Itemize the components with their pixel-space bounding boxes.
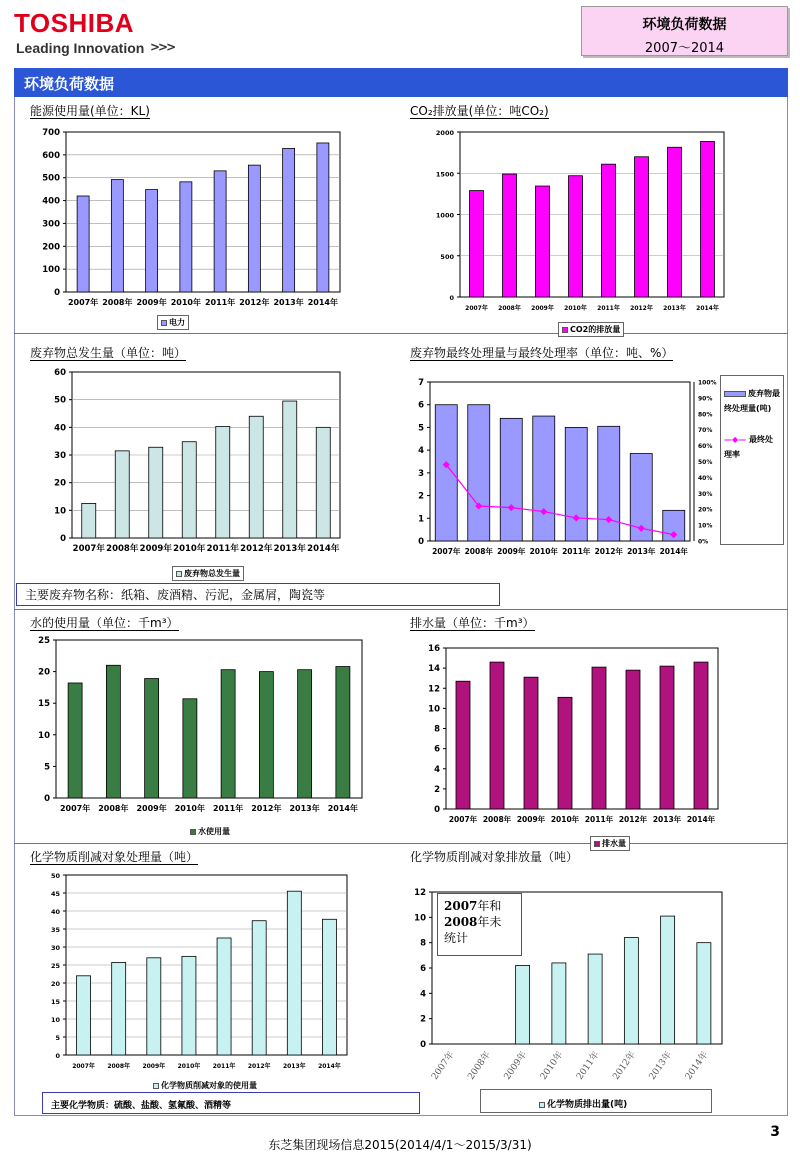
drainage-legend (590, 836, 630, 851)
legend-swatch (161, 320, 167, 326)
energy-xtick-label: 2009年 (136, 298, 167, 307)
chem_treated-ytick-label: 0 (55, 1052, 60, 1060)
waste_final-ytick-label: 0 (418, 537, 424, 547)
drainage-bar (626, 670, 640, 809)
waste_total-xtick-label: 2013年 (273, 544, 306, 554)
legend-swatch (176, 571, 182, 577)
drainage-ytick-label: 4 (434, 764, 440, 775)
chem_discharge-ytick-label: 8 (420, 938, 426, 949)
chem_treated-bar (287, 891, 301, 1055)
chem_treated-ytick-label: 25 (50, 962, 60, 970)
co2-ytick-label: 1000 (435, 211, 454, 220)
energy-xtick-label: 2011年 (204, 298, 236, 307)
waste-final-legend-line (724, 432, 780, 462)
water_use-ytick-label: 10 (38, 730, 50, 741)
water_use-xtick-label: 2009年 (136, 804, 167, 813)
waste-final-chart-title: 废弃物最终处理量与最终处理率（单位：吨、%） (410, 346, 674, 360)
water_use-bar (106, 665, 120, 798)
chem_discharge-xtick-label: 2013年 (647, 1049, 675, 1082)
waste-final-legend-bar (724, 386, 780, 416)
drainage-bar (524, 677, 538, 809)
chem-treated-legend (150, 1079, 260, 1092)
title-box-title: 环境负荷数据 (642, 17, 727, 33)
waste_total-xtick-label: 2014年 (307, 544, 340, 554)
waste-final-y2tick-label: 30% (698, 490, 713, 498)
chem_treated-xtick-label: 2011年 (212, 1063, 236, 1070)
energy-xtick-label: 2010年 (170, 298, 202, 307)
chem_treated-xtick-label: 2012年 (247, 1063, 271, 1070)
co2-xtick-label: 2011年 (597, 305, 620, 312)
waste_final-ytick-label: 6 (418, 400, 424, 411)
drainage-bar (592, 667, 606, 809)
energy-bar (214, 171, 226, 292)
chem_discharge-xtick-label: 2009年 (502, 1049, 530, 1082)
energy-ytick-label: 200 (42, 242, 60, 253)
chem_treated-ytick-label: 5 (55, 1034, 60, 1042)
chem-treated-legend-label: 化学物质削减对象的使用量 (161, 1081, 257, 1090)
drainage-ytick-label: 6 (434, 744, 440, 755)
chem_discharge-ytick-label: 4 (420, 989, 426, 1000)
water_use-xtick-label: 2013年 (289, 804, 320, 813)
energy-ytick-label: 700 (42, 128, 60, 138)
logo-arrows: >>> (150, 40, 175, 54)
water_use-xtick-label: 2012年 (251, 804, 282, 813)
chem_treated-bar (112, 962, 126, 1055)
chem_discharge-bar (552, 963, 566, 1044)
waste_total-xtick-label: 2011年 (206, 544, 239, 554)
waste-total-chart-title: 废弃物总发生量（单位：吨） (30, 346, 187, 360)
chem_discharge-bar (588, 954, 602, 1044)
energy-bar (180, 182, 192, 292)
energy-ytick-label: 400 (42, 196, 60, 207)
water_use-ytick-label: 5 (44, 762, 50, 773)
energy-legend-label: 电力 (169, 318, 185, 327)
waste-final-legend-bar-label: 废弃物最终处理量(吨) (724, 389, 780, 413)
waste_total-ytick-label: 0 (60, 534, 66, 544)
note-last: 统计 (444, 931, 469, 945)
water_use-xtick-label: 2007年 (59, 804, 91, 813)
chem_discharge-ytick-label: 10 (414, 913, 426, 924)
waste-final-y2tick-label: 50% (698, 459, 713, 466)
waste-final-legend-line-label: 最终处理率 (724, 435, 773, 459)
waste_final-xtick-label: 2007年 (432, 547, 461, 556)
water_use-ytick-label: 25 (38, 636, 50, 646)
waste_final-xtick-label: 2010年 (529, 547, 558, 556)
co2-bar (569, 176, 583, 297)
waste_final-bar (533, 416, 555, 541)
waste_total-bar (115, 451, 129, 538)
waste-final-y2tick-label: 40% (698, 474, 713, 482)
energy-xtick-label: 2014年 (307, 298, 339, 307)
drainage-xtick-label: 2012年 (618, 815, 648, 824)
chem_treated-xtick-label: 2009年 (142, 1063, 166, 1070)
chem-discharge-legend (480, 1089, 712, 1113)
chem_treated-ytick-label: 15 (50, 998, 60, 1006)
waste-total-legend (172, 566, 244, 581)
chem_discharge-ytick-label: 12 (414, 888, 426, 898)
legend-swatch (190, 829, 196, 835)
chem_discharge-xtick-label: 2011年 (575, 1049, 602, 1082)
waste_final-xtick-label: 2011年 (562, 547, 591, 556)
waste_total-xtick-label: 2007年 (72, 544, 105, 554)
co2-bar (668, 147, 682, 297)
drainage-ytick-label: 12 (428, 684, 440, 695)
co2-bar (602, 164, 616, 297)
waste_final-ytick-label: 4 (418, 446, 424, 457)
water_use-bar (298, 670, 312, 798)
water_use-bar (68, 683, 82, 798)
chem_treated-bar (77, 976, 91, 1055)
chem_treated-xtick-label: 2008年 (107, 1063, 131, 1070)
chem-discharge-note (437, 893, 522, 956)
co2-xtick-label: 2010年 (564, 305, 587, 312)
chem_treated-ytick-label: 40 (50, 908, 60, 916)
waste_total-bar (216, 427, 230, 538)
waste-final-y2tick-label: 60% (698, 443, 713, 451)
water_use-xtick-label: 2011年 (212, 804, 244, 813)
section-banner: 环境负荷数据 (14, 68, 788, 97)
energy-ytick-label: 500 (42, 173, 60, 184)
chem_discharge-xtick-label: 2010年 (538, 1049, 566, 1082)
energy-bar (317, 143, 329, 292)
co2-xtick-label: 2014年 (696, 305, 719, 312)
co2-xtick-label: 2007年 (465, 305, 488, 312)
co2-ytick-label: 2000 (435, 129, 454, 137)
chem_discharge-xtick-label: 2012年 (611, 1049, 638, 1082)
co2-ytick-label: 1500 (435, 170, 454, 179)
energy-xtick-label: 2008年 (102, 298, 133, 307)
legend-swatch (724, 391, 746, 397)
co2-xtick-label: 2012年 (630, 305, 653, 312)
drainage-ytick-label: 2 (434, 784, 440, 795)
energy-xtick-label: 2013年 (273, 298, 304, 307)
waste-final-y2tick-label: 10% (698, 522, 713, 530)
chem_treated-bar (182, 956, 196, 1055)
waste_final-ytick-label: 2 (418, 491, 424, 502)
waste-final-y2tick-label: 90% (698, 395, 713, 403)
drainage-xtick-label: 2014年 (686, 815, 716, 824)
waste_final-xtick-label: 2012年 (594, 547, 623, 556)
drainage-bar (490, 662, 504, 809)
waste_total-ytick-label: 20 (54, 478, 66, 489)
water_use-xtick-label: 2008年 (98, 804, 129, 813)
water_use-bar (183, 699, 197, 798)
chem_treated-xtick-label: 2013年 (282, 1063, 306, 1070)
note-end: 年未 (477, 915, 502, 929)
energy-ytick-label: 100 (42, 265, 60, 276)
waste_final-bar (435, 405, 457, 541)
chem-discharge-legend-label: 化学物质排出量(吨) (547, 1100, 628, 1110)
waste_total-bar (283, 401, 297, 538)
chem_treated-xtick-label: 2010年 (177, 1063, 201, 1070)
waste_total-xtick-label: 2008年 (106, 544, 139, 554)
legend-line-swatch: —◆— (724, 435, 747, 444)
chem_discharge-ytick-label: 6 (420, 964, 426, 974)
energy-ytick-label: 300 (42, 219, 60, 230)
waste-names-note: 主要废弃物名称：纸箱、废酒精、污泥，金属屑，陶瓷等 (16, 583, 500, 606)
waste_total-bar (149, 447, 163, 538)
drainage-chart-title: 排水量（单位：千m³） (410, 616, 535, 630)
co2-ytick-label: 500 (440, 252, 454, 261)
waste_total-bar (182, 442, 196, 538)
footer-text: 东芝集团现场信息2015(2014/4/1～2015/3/31) (268, 1138, 532, 1152)
co2-xtick-label: 2009年 (531, 305, 554, 312)
chem_discharge-xtick-label: 2008年 (466, 1049, 493, 1082)
waste_total-xtick-label: 2012年 (240, 544, 273, 554)
energy-bar (77, 196, 89, 292)
chemicals-note: 主要化学物质：硫酸、盐酸、氢氟酸、酒精等 (42, 1092, 420, 1114)
waste_final-ytick-label: 1 (418, 514, 424, 525)
title-box-range: 2007～2014 (644, 41, 725, 56)
water_use-bar (336, 667, 350, 798)
waste_final-bar (500, 418, 522, 541)
co2-legend-label: CO2的排放量 (570, 325, 621, 334)
chem_treated-ytick-label: 30 (50, 944, 60, 952)
waste_total-ytick-label: 60 (54, 368, 66, 378)
drainage-ytick-label: 10 (428, 704, 440, 715)
energy-plot-area (66, 132, 340, 292)
drainage-xtick-label: 2011年 (584, 815, 614, 824)
waste_final-bar (565, 427, 587, 541)
water_use-bar (221, 670, 235, 798)
chem_treated-bar (252, 921, 266, 1055)
co2-bar (635, 157, 649, 297)
legend-swatch (562, 327, 568, 333)
waste_total-ytick-label: 50 (54, 395, 66, 406)
chem_treated-xtick-label: 2007年 (72, 1063, 95, 1070)
note-year-2008: 2008 (444, 915, 478, 929)
water_use-plot-area (56, 640, 362, 798)
waste_total-ytick-label: 10 (54, 506, 66, 517)
waste_final-ytick-label: 3 (418, 468, 424, 479)
toshiba-logo: TOSHIBA (14, 8, 135, 38)
co2-chart-title: CO₂排放量(单位：吨CO₂) (410, 104, 549, 118)
chem_treated-bar (322, 919, 336, 1055)
chem_discharge-bar (516, 965, 530, 1044)
waste-total-legend-label: 废弃物总发生量 (184, 569, 240, 578)
waste_final-xtick-label: 2008年 (464, 547, 493, 556)
chem_treated-ytick-label: 35 (50, 926, 60, 934)
chem_treated-ytick-label: 20 (50, 980, 60, 988)
water_use-ytick-label: 20 (38, 667, 50, 678)
waste_total-bar (316, 427, 330, 538)
waste_final-ytick-label: 5 (418, 423, 424, 434)
chem-treated-chart-title: 化学物质削减对象处理量（吨） (30, 850, 199, 864)
energy-chart-title: 能源使用量(单位：KL) (30, 104, 150, 118)
drainage-xtick-label: 2008年 (482, 815, 512, 824)
drainage-bar (694, 662, 708, 809)
chem_discharge-bar (697, 943, 711, 1044)
drainage-xtick-label: 2010年 (550, 815, 580, 824)
energy-legend (157, 315, 189, 330)
waste-final-y2tick-label: 20% (698, 506, 713, 514)
drainage-xtick-label: 2013年 (652, 815, 682, 824)
chem_discharge-ytick-label: 2 (420, 1014, 426, 1025)
drainage-legend-label: 排水量 (602, 839, 626, 848)
page-number: 3 (770, 1124, 780, 1140)
chem_discharge-bar (661, 916, 675, 1044)
drainage-ytick-label: 16 (428, 644, 440, 654)
water-use-chart-title: 水的使用量（单位：千m³） (30, 616, 179, 630)
waste_final-xtick-label: 2009年 (497, 547, 526, 556)
legend-swatch (594, 841, 600, 847)
note-mid: 年和 (477, 899, 502, 913)
chem_treated-ytick-label: 50 (50, 872, 60, 880)
water-use-legend-label: 水使用量 (198, 827, 230, 836)
waste_total-xtick-label: 2010年 (173, 544, 206, 554)
waste_final-ytick-label: 7 (418, 378, 424, 388)
waste_total-bar (82, 503, 96, 538)
chem_discharge-xtick-label: 2007年 (430, 1049, 457, 1082)
energy-bar (146, 190, 158, 292)
co2-xtick-label: 2008年 (498, 305, 521, 312)
chem_discharge-bar (624, 938, 638, 1044)
drainage-bar (558, 697, 572, 809)
energy-bar (248, 165, 260, 292)
note-year-2007: 2007 (444, 899, 478, 913)
chem_discharge-xtick-label: 2014年 (683, 1049, 711, 1082)
waste-final-y2tick-label: 0% (698, 538, 709, 546)
co2-bar (536, 186, 550, 297)
energy-bar (283, 148, 295, 292)
water-use-legend (187, 825, 233, 838)
waste-final-legend (720, 375, 784, 545)
water_use-ytick-label: 0 (44, 794, 50, 804)
water_use-xtick-label: 2014年 (327, 804, 359, 813)
drainage-bar (660, 666, 674, 809)
energy-bar (111, 180, 123, 292)
waste-final-y2tick-label: 70% (698, 427, 713, 435)
energy-xtick-label: 2012年 (239, 298, 270, 307)
chem_treated-ytick-label: 45 (50, 890, 60, 898)
co2-ytick-label: 0 (449, 294, 454, 302)
waste_total-ytick-label: 30 (54, 451, 66, 461)
drainage-ytick-label: 14 (428, 664, 440, 675)
co2-bar (503, 174, 517, 297)
waste_final-xtick-label: 2014年 (659, 547, 688, 556)
logo-tagline: Leading Innovation (16, 40, 145, 56)
water_use-bar (259, 672, 273, 798)
drainage-bar (456, 681, 470, 809)
waste_total-xtick-label: 2009年 (139, 544, 172, 554)
waste_final-bar (468, 405, 490, 541)
chem_treated-bar (217, 938, 231, 1055)
chem_treated-ytick-label: 10 (50, 1016, 60, 1024)
energy-ytick-label: 0 (54, 288, 60, 298)
legend-swatch (539, 1102, 545, 1108)
co2-legend (558, 322, 624, 337)
co2-xtick-label: 2013年 (663, 305, 686, 312)
waste_final-bar (598, 426, 620, 541)
legend-swatch (153, 1083, 159, 1089)
energy-ytick-label: 600 (42, 150, 60, 161)
drainage-plot-area (446, 648, 718, 809)
co2-bar (470, 191, 484, 297)
water_use-bar (145, 679, 159, 798)
waste_total-ytick-label: 40 (54, 423, 66, 434)
co2-bar (701, 141, 715, 297)
waste-final-y2tick-label: 80% (698, 411, 713, 419)
water_use-ytick-label: 15 (38, 699, 50, 710)
drainage-ytick-label: 0 (434, 805, 440, 815)
chem-discharge-chart-title: 化学物质削减对象排放量（吨） (410, 850, 579, 864)
drainage-ytick-label: 8 (434, 724, 440, 735)
drainage-xtick-label: 2009年 (516, 815, 546, 824)
waste_final-xtick-label: 2013年 (627, 547, 656, 556)
waste_total-bar (249, 416, 263, 538)
chem_treated-bar (147, 958, 161, 1055)
chem_discharge-ytick-label: 0 (420, 1040, 426, 1050)
drainage-xtick-label: 2007年 (448, 815, 478, 824)
water_use-xtick-label: 2010年 (174, 804, 206, 813)
chem_treated-xtick-label: 2014年 (318, 1063, 341, 1070)
energy-xtick-label: 2007年 (67, 298, 99, 307)
waste-final-y2tick-label: 100% (698, 379, 717, 387)
